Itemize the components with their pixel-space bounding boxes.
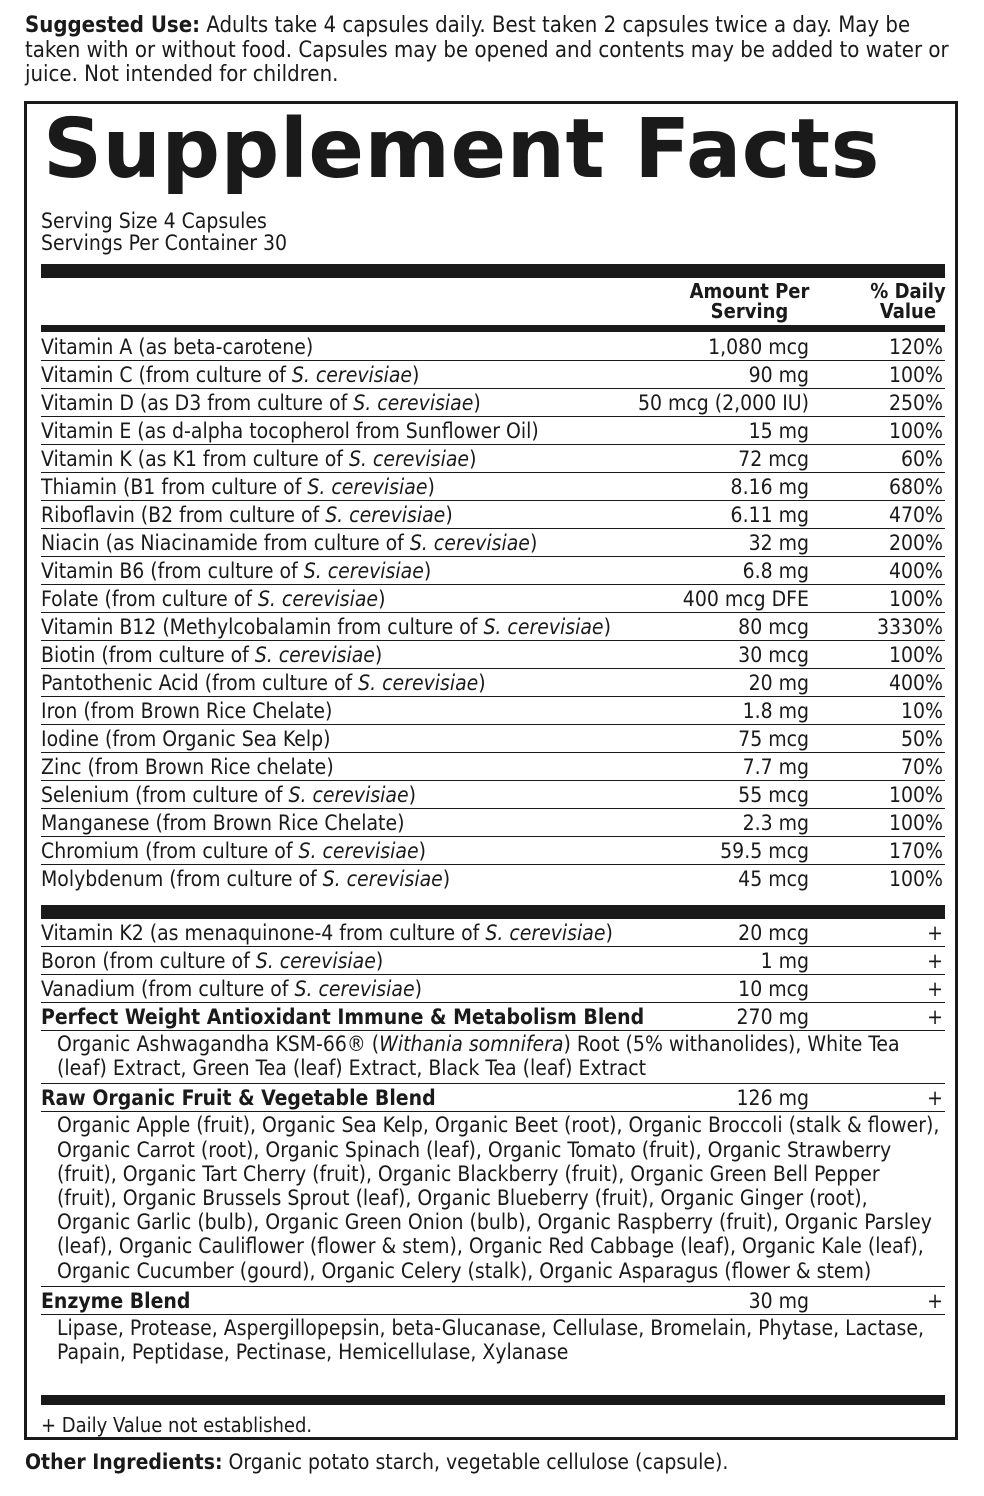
nutrient-daily-value: 3330%: [876, 615, 943, 639]
nutrient-amount: 30 mg: [748, 1288, 809, 1313]
nutrient-name: Perfect Weight Antioxidant Immune & Metabolism Blend: [41, 1005, 645, 1029]
nutrient-amount: 80 mcg: [738, 615, 809, 639]
other-ingredients-text: Organic potato starch, vegetable cellulose (capsule).: [222, 1450, 729, 1474]
blend-row: [41, 1084, 945, 1112]
suggested-use: [25, 14, 960, 88]
table-row: [41, 585, 945, 613]
table-row: [41, 529, 945, 557]
thick-divider-2: [41, 905, 945, 919]
nutrient-amount: 75 mcg: [738, 727, 809, 751]
bottom-divider: [41, 1395, 945, 1405]
nutrient-daily-value: 680%: [888, 475, 943, 499]
nutrient-daily-value: 470%: [888, 503, 943, 527]
table-row: [41, 473, 945, 501]
table-row: [41, 975, 945, 1003]
nutrient-amount: 45 mcg: [738, 867, 809, 891]
table-row: [41, 809, 945, 837]
nutrient-name: Chromium (from culture of S. cerevisiae): [41, 839, 426, 863]
nutrient-daily-value: +: [927, 1086, 943, 1111]
nutrient-name: Manganese (from Brown Rice Chelate): [41, 811, 405, 835]
nutrient-amount: 72 mcg: [738, 447, 809, 471]
nutrient-daily-value: 100%: [888, 419, 943, 443]
col-header-dv: [853, 281, 963, 321]
col-dv-line1: % Daily: [870, 279, 946, 303]
table-row: [41, 557, 945, 585]
nutrient-name: Vitamin K2 (as menaquinone-4 from culture of S. cerevisiae): [41, 921, 613, 945]
nutrient-amount: 2.3 mg: [742, 811, 809, 835]
table-row: [41, 865, 945, 893]
nutrient-name: Boron (from culture of S. cerevisiae): [41, 949, 384, 973]
nutrient-daily-value: 100%: [888, 783, 943, 807]
nutrient-daily-value: 250%: [888, 391, 943, 415]
col-dv-line2: Value: [879, 299, 937, 323]
nutrient-daily-value: +: [927, 1005, 943, 1029]
nutrient-name: Vitamin B12 (Methylcobalamin from culture of S. cerevisiae): [41, 615, 611, 639]
panel-title: Supplement Facts: [43, 102, 880, 197]
nutrient-amount: 10 mcg: [738, 977, 809, 1001]
nutrient-name: Vitamin C (from culture of S. cerevisiae): [41, 363, 420, 387]
nutrient-daily-value: 200%: [888, 531, 943, 555]
blend-row: [41, 1287, 945, 1315]
nutrient-daily-value: 400%: [888, 559, 943, 583]
nutrient-amount: 270 mg: [736, 1005, 809, 1029]
table-row: [41, 781, 945, 809]
nutrient-amount: 55 mcg: [738, 783, 809, 807]
table-row: [41, 947, 945, 975]
nutrient-daily-value: 170%: [888, 839, 943, 863]
footnote: + Daily Value not established.: [41, 1413, 313, 1437]
nutrient-name: Zinc (from Brown Rice chelate): [41, 755, 334, 779]
blend-ingredients: Organic Ashwagandha KSM-66® (Withania somnifera) Root (5% withanolides), White Tea (leaf) Extract, Green Tea (leaf) Extract, Black Tea (leaf) Extract: [41, 1031, 945, 1084]
nutrient-daily-value: 60%: [901, 447, 943, 471]
nutrient-name: Thiamin (B1 from culture of S. cerevisiae): [41, 475, 435, 499]
nutrient-amount: 126 mg: [736, 1086, 809, 1111]
nutrient-daily-value: 100%: [888, 867, 943, 891]
nutrient-amount: 15 mg: [748, 419, 809, 443]
nutrient-amount: 32 mg: [748, 531, 809, 555]
nutrient-name: Vanadium (from culture of S. cerevisiae): [41, 977, 422, 1001]
table-row: [41, 389, 945, 417]
nutrient-name: Niacin (as Niacinamide from culture of S. cerevisiae): [41, 531, 538, 555]
nutrient-name: Vitamin E (as d-alpha tocopherol from Sunflower Oil): [41, 419, 539, 443]
suggested-use-label: Suggested Use:: [25, 13, 201, 38]
nutrient-name: Vitamin K (as K1 from culture of S. cerevisiae): [41, 447, 477, 471]
table-row: [41, 669, 945, 697]
col-amount-line2: Serving: [710, 299, 789, 323]
nutrient-amount: 6.8 mg: [742, 559, 809, 583]
nutrient-amount: 30 mcg: [738, 643, 809, 667]
nutrient-name: Riboflavin (B2 from culture of S. cerevisiae): [41, 503, 453, 527]
table-row: [41, 641, 945, 669]
nutrient-daily-value: 10%: [901, 699, 943, 723]
nutrient-amount: 8.16 mg: [730, 475, 809, 499]
nutrient-name: Vitamin B6 (from culture of S. cerevisiae): [41, 559, 432, 583]
nutrient-amount: 20 mcg: [738, 921, 809, 945]
nutrient-amount: 50 mcg (2,000 IU): [637, 391, 809, 415]
servings-per-container: Servings Per Container 30: [41, 231, 288, 255]
serving-info: [41, 210, 287, 254]
thick-divider: [41, 264, 945, 278]
nutrient-daily-value: 100%: [888, 811, 943, 835]
nutrient-daily-value: +: [927, 1288, 943, 1313]
nutrient-daily-value: 100%: [888, 587, 943, 611]
table-row: [41, 725, 945, 753]
blend-ingredients: Lipase, Protease, Aspergillopepsin, beta-Glucanase, Cellulase, Bromelain, Phytase, Lactase, Papain, Peptidase, Pectinase, Hemicellulase, Xylanase: [57, 1315, 925, 1365]
nutrient-name: Selenium (from culture of S. cerevisiae): [41, 783, 417, 807]
nutrient-amount: 1,080 mcg: [708, 335, 809, 359]
table-row: [41, 837, 945, 865]
nutrient-name: Enzyme Blend: [41, 1288, 191, 1313]
suggested-use-text: Adults take 4 capsules daily. Best taken 2 capsules twice a day. May be taken with or without food. Capsules may be opened and contents may be added to water or juice. Not intended for children.: [25, 13, 949, 87]
other-nutrient-table: [41, 919, 945, 1367]
nutrient-amount: 7.7 mg: [742, 755, 809, 779]
nutrient-amount: 1 mg: [760, 949, 809, 973]
blend-ingredients: Organic Apple (fruit), Organic Sea Kelp, Organic Beet (root), Organic Broccoli (stalk & flower), Organic Carrot (root), Organic Spinach (leaf), Organic Tomato (fruit), Organic Strawberry (fruit), Organic Tart Cherry (fruit), Organic Blackberry (fruit), Organic Green Bell Pepper (fruit), Organic Brussels Sprout (leaf), Organic Blueberry (fruit), Organic Ginger (root), Organic Garlic (bulb), Organic Green Onion (bulb), Organic Raspberry (fruit), Organic Parsley (leaf), Organic Cauliflower (flower & stem), Organic Red Cabbage (leaf), Organic Kale (leaf), Organic Cucumber (gourd), Organic Celery (stalk), Organic Asparagus (flower & stem): [41, 1112, 945, 1286]
blend-row: [41, 1003, 945, 1031]
col-header-amount: [677, 281, 822, 321]
nutrient-name: Vitamin A (as beta-carotene): [41, 335, 314, 359]
nutrient-amount: 1.8 mg: [742, 699, 809, 723]
table-row: [41, 753, 945, 781]
table-row: [41, 501, 945, 529]
nutrient-name: Iodine (from Organic Sea Kelp): [41, 727, 331, 751]
nutrient-name: Molybdenum (from culture of S. cerevisiae): [41, 867, 451, 891]
nutrient-name: Pantothenic Acid (from culture of S. cerevisiae): [41, 671, 486, 695]
nutrient-amount: 20 mg: [748, 671, 809, 695]
nutrient-daily-value: 120%: [888, 335, 943, 359]
serving-size: Serving Size 4 Capsules: [41, 209, 267, 233]
col-amount-line1: Amount Per: [689, 279, 810, 303]
table-row: [41, 919, 945, 947]
nutrient-name: Biotin (from culture of S. cerevisiae): [41, 643, 383, 667]
nutrient-daily-value: 50%: [901, 727, 943, 751]
nutrient-table: [41, 333, 945, 893]
nutrient-amount: 400 mcg DFE: [682, 587, 809, 611]
nutrient-amount: 6.11 mg: [730, 503, 809, 527]
nutrient-daily-value: 400%: [888, 671, 943, 695]
table-row: [41, 445, 945, 473]
table-row: [41, 697, 945, 725]
nutrient-daily-value: 100%: [888, 643, 943, 667]
nutrient-amount: 59.5 mcg: [720, 839, 809, 863]
nutrient-amount: 90 mg: [748, 363, 809, 387]
nutrient-name: Iron (from Brown Rice Chelate): [41, 699, 333, 723]
table-row: [41, 417, 945, 445]
nutrient-daily-value: +: [927, 921, 943, 945]
nutrient-daily-value: 70%: [901, 755, 943, 779]
other-ingredients-label: Other Ingredients:: [25, 1450, 223, 1474]
other-ingredients: [25, 1450, 728, 1474]
table-row: [41, 613, 945, 641]
table-row: [41, 361, 945, 389]
nutrient-name: Vitamin D (as D3 from culture of S. cerevisiae): [41, 391, 481, 415]
medium-divider: [41, 325, 945, 332]
nutrient-daily-value: +: [927, 977, 943, 1001]
supplement-facts-panel: [24, 101, 958, 1440]
nutrient-daily-value: 100%: [888, 363, 943, 387]
nutrient-name: Raw Organic Fruit & Vegetable Blend: [41, 1086, 436, 1111]
nutrient-name: Folate (from culture of S. cerevisiae): [41, 587, 386, 611]
nutrient-daily-value: +: [927, 949, 943, 973]
table-row: [41, 333, 945, 361]
